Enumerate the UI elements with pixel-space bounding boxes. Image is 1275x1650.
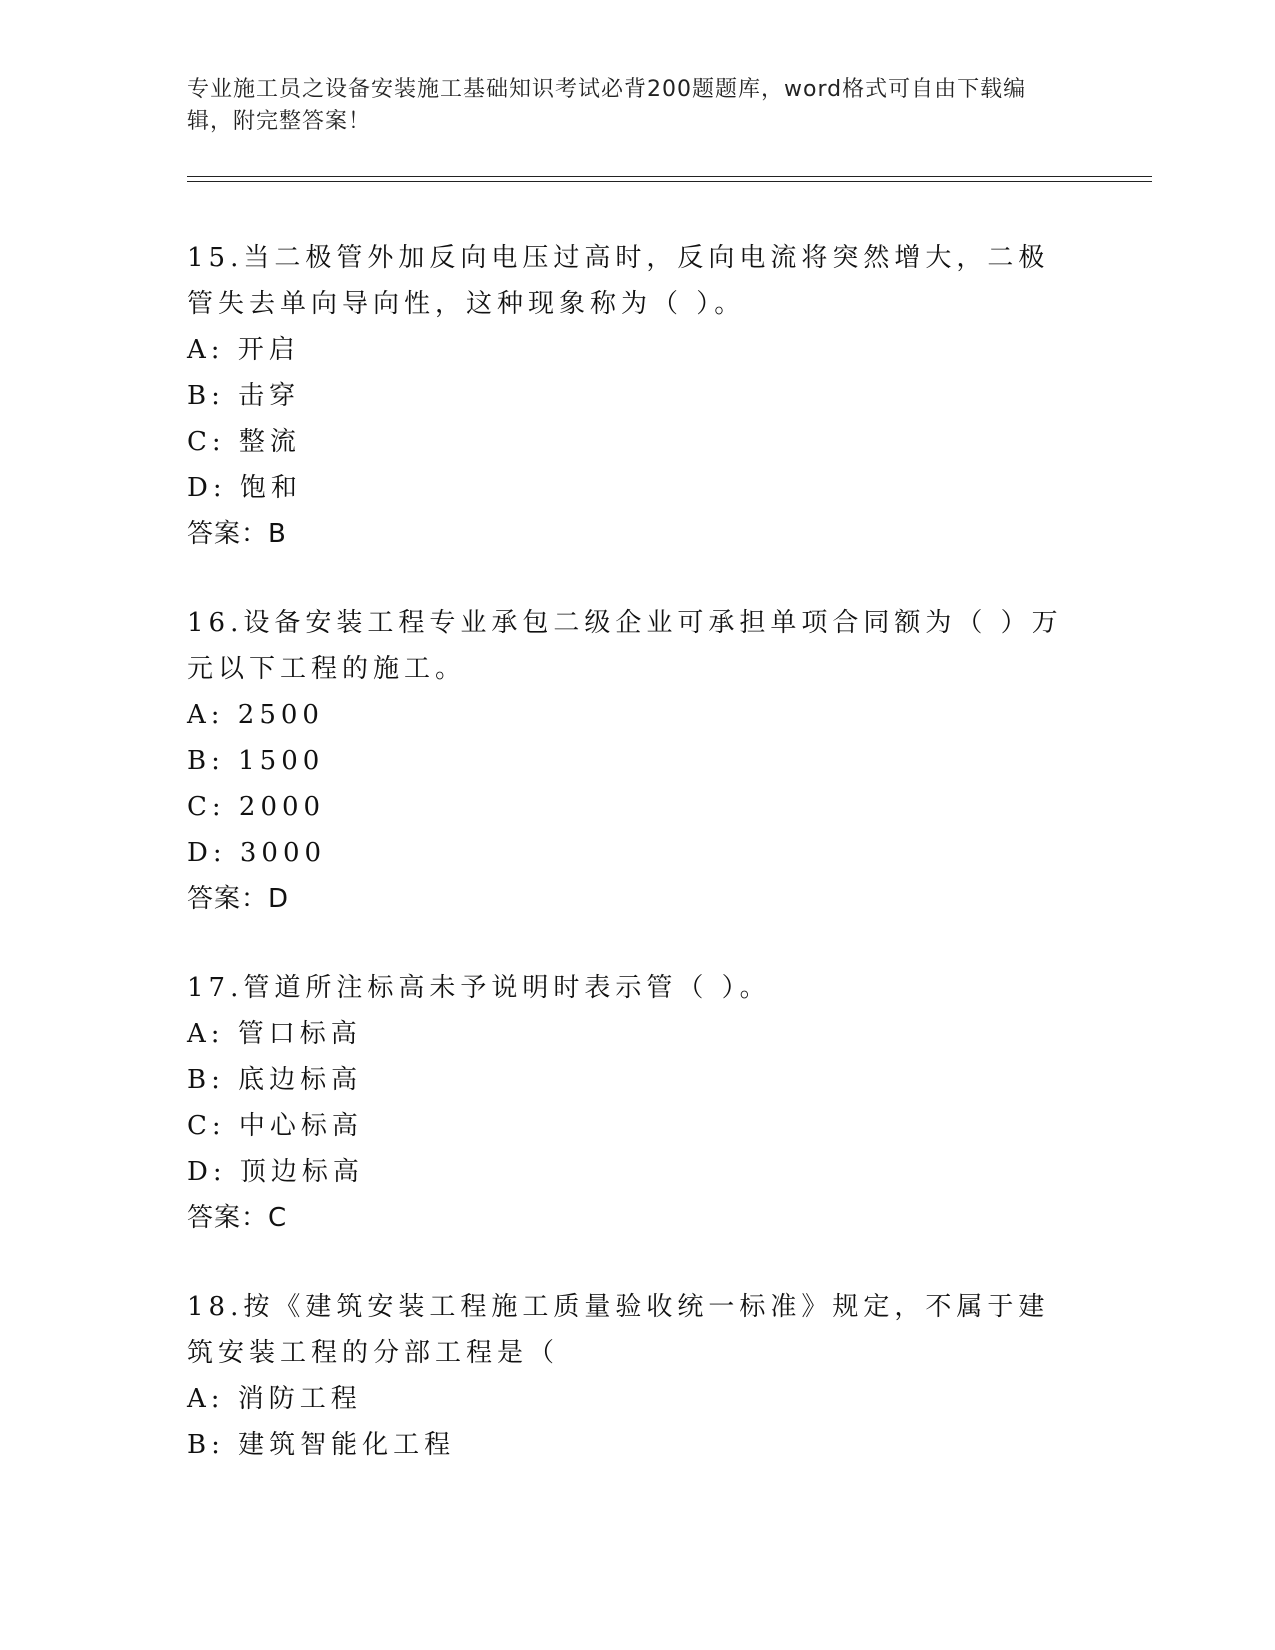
- option-a: A: 2500: [187, 700, 324, 730]
- option-a: A: 消防工程: [187, 1384, 362, 1414]
- answer-label: 答案：C: [187, 1203, 288, 1233]
- option-b: B: 建筑智能化工程: [187, 1430, 456, 1460]
- option-d: D: 饱和: [187, 473, 302, 503]
- document-header: 专业施工员之设备安装施工基础知识考试必背200题题库，word格式可自由下载编辑，附完整答案！: [187, 77, 1027, 134]
- option-c: C: 整流: [187, 427, 301, 457]
- question-17: [187, 965, 1087, 1241]
- question-text: 16.设备安装工程专业承包二级企业可承担单项合同额为（ ）万元以下工程的施工。: [187, 608, 1063, 684]
- question-list: [187, 235, 1087, 1511]
- question-text: 15.当二极管外加反向电压过高时，反向电流将突然增大，二极管失去单向导向性，这种现象称为（ ）。: [187, 243, 1050, 319]
- answer-label: 答案：D: [187, 884, 290, 914]
- option-d: D: 3000: [187, 838, 327, 868]
- option-d: D: 顶边标高: [187, 1157, 364, 1187]
- option-a: A: 开启: [187, 335, 300, 365]
- option-a: A: 管口标高: [187, 1019, 362, 1049]
- question-text: 17.管道所注标高未予说明时表示管（ ）。: [187, 973, 771, 1003]
- option-c: C: 中心标高: [187, 1111, 363, 1141]
- question-16: [187, 600, 1087, 922]
- header-divider-bottom: [187, 181, 1152, 182]
- answer-label: 答案：B: [187, 519, 287, 549]
- header-divider-top: [187, 176, 1152, 177]
- option-b: B: 底边标高: [187, 1065, 363, 1095]
- question-15: [187, 235, 1087, 557]
- option-b: B: 1500: [187, 746, 325, 776]
- question-text: 18.按《建筑安装工程施工质量验收统一标准》规定，不属于建筑安装工程的分部工程是（: [187, 1292, 1050, 1368]
- question-18: [187, 1284, 1087, 1468]
- option-b: B: 击穿: [187, 381, 301, 411]
- option-c: C: 2000: [187, 792, 326, 822]
